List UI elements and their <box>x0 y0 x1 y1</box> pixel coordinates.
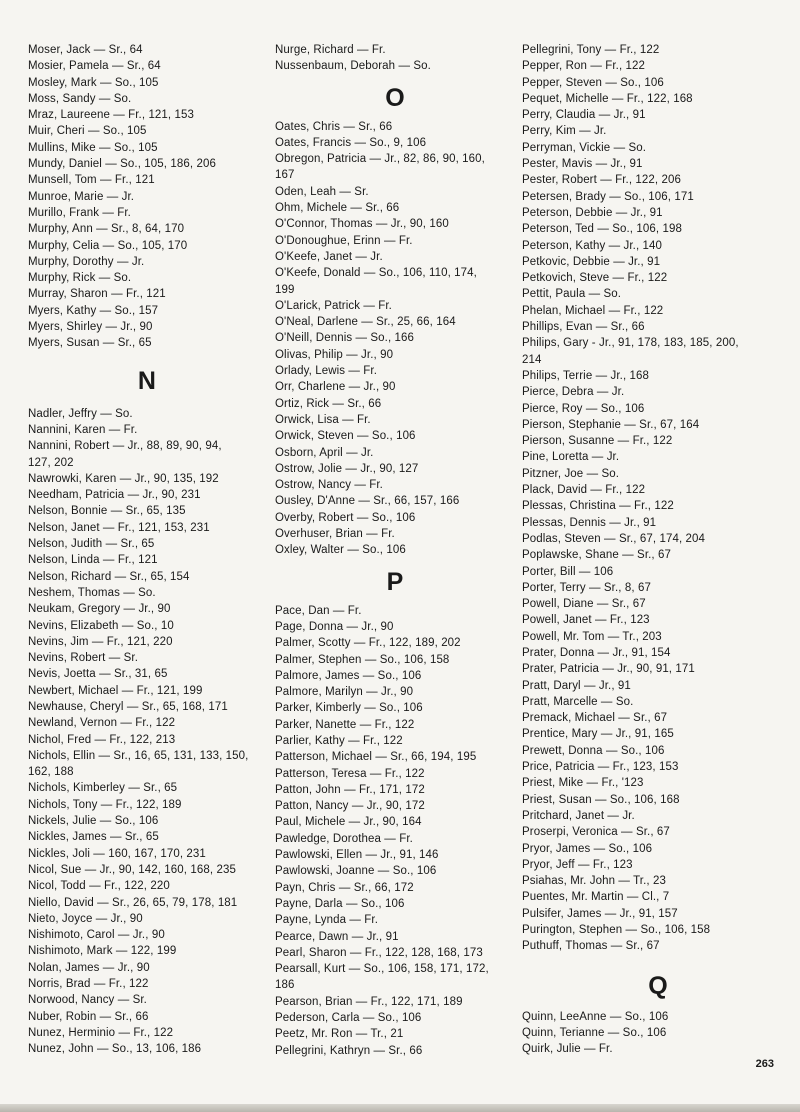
index-entry: Nelson, Richard — Sr., 65, 154 <box>28 570 190 583</box>
section-letter-heading: P <box>386 567 404 596</box>
index-entry: Pitzner, Joe — So. <box>522 467 620 480</box>
index-entry: Patton, John — Fr., 171, 172 <box>275 783 425 796</box>
index-entry: Oxley, Walter — So., 106 <box>275 544 406 557</box>
index-entry: Nichols, Tony — Fr., 122, 189 <box>28 798 182 811</box>
index-entry: Nelson, Bonnie — Sr., 65, 135 <box>28 505 186 518</box>
index-entry: Nelson, Judith — Sr., 65 <box>28 538 155 551</box>
index-entry: Myers, Kathy — So., 157 <box>28 304 159 317</box>
index-entry: Oates, Chris — Sr., 66 <box>275 120 393 133</box>
index-entry: Myers, Shirley — Jr., 90 <box>28 321 153 334</box>
index-entry: Obregon, Patricia — Jr., 82, 86, 90, 160, <box>275 153 485 166</box>
index-entry: Nieto, Joyce — Jr., 90 <box>28 912 143 925</box>
index-entry: 167 <box>275 169 295 182</box>
index-entry: Payne, Darla — So., 106 <box>275 897 405 910</box>
index-entry: O'Donoughue, Erinn — Fr. <box>275 234 413 247</box>
index-entry: Moss, Sandy — So. <box>28 92 132 105</box>
page-number: 263 <box>755 1058 774 1070</box>
index-entry: O'Neal, Darlene — Sr., 25, 66, 164 <box>275 316 456 329</box>
index-entry: Pulsifer, James — Jr., 91, 157 <box>522 907 678 920</box>
index-entry: 214 <box>522 353 542 366</box>
index-entry: Priest, Susan — So., 106, 168 <box>522 793 680 806</box>
index-entry: O'Keefe, Donald — So., 106, 110, 174, <box>275 267 477 280</box>
index-entry: Pierson, Stephanie — Sr., 67, 164 <box>522 418 700 431</box>
index-entry: Niello, David — Sr., 26, 65, 79, 178, 181 <box>28 896 238 909</box>
index-entry: Nickles, James — Sr., 65 <box>28 831 159 844</box>
index-entry: Nussenbaum, Deborah — So. <box>275 60 431 73</box>
index-entry: O'Larick, Patrick — Fr. <box>275 299 392 312</box>
index-entry: Nichols, Ellin — Sr., 16, 65, 131, 133, 150, <box>28 749 249 762</box>
index-entry: Nichol, Fred — Fr., 122, 213 <box>28 733 176 746</box>
index-entry: Nannini, Robert — Jr., 88, 89, 90, 94, <box>28 440 222 453</box>
index-entry: Page, Donna — Jr., 90 <box>275 620 394 633</box>
index-entry: Prewett, Donna — So., 106 <box>522 744 665 757</box>
index-entry: Quinn, Terianne — So., 106 <box>522 1026 667 1039</box>
index-entry: Psiahas, Mr. John — Tr., 23 <box>522 875 666 888</box>
index-entry: Prentice, Mary — Jr., 91, 165 <box>522 728 674 741</box>
index-entry: Quirk, Julie — Fr. <box>522 1043 613 1056</box>
index-entry: Norwood, Nancy — Sr. <box>28 994 147 1007</box>
index-entry: Philips, Gary - Jr., 91, 178, 183, 185, 200, <box>522 337 739 350</box>
index-entry: Pawledge, Dorothea — Fr. <box>275 832 413 845</box>
index-entry: Munroe, Marie — Jr. <box>28 190 135 203</box>
index-entry: Murillo, Frank — Fr. <box>28 206 131 219</box>
index-entry: Nolan, James — Jr., 90 <box>28 961 150 974</box>
scan-bottom-edge <box>0 1104 800 1112</box>
index-entry: Nevins, Robert — Sr. <box>28 652 139 665</box>
index-entry: Newbert, Michael — Fr., 121, 199 <box>28 684 203 697</box>
index-entry: Muir, Cheri — So., 105 <box>28 125 147 138</box>
index-entry: 127, 202 <box>28 456 74 469</box>
index-entry: Petkovic, Debbie — Jr., 91 <box>522 255 661 268</box>
index-entry: Parker, Nanette — Fr., 122 <box>275 718 415 731</box>
index-column-2 <box>275 42 515 1059</box>
index-entry: Petkovich, Steve — Fr., 122 <box>522 272 668 285</box>
index-entry: Paul, Michele — Jr., 90, 164 <box>275 816 422 829</box>
index-entry: Osborn, April — Jr. <box>275 446 374 459</box>
index-entry: Newland, Vernon — Fr., 122 <box>28 717 176 730</box>
index-entry: Nickels, Julie — So., 106 <box>28 815 159 828</box>
index-column-1 <box>28 42 266 1058</box>
index-entry: Price, Patricia — Fr., 123, 153 <box>522 761 679 774</box>
index-entry: Oden, Leah — Sr. <box>275 185 369 198</box>
index-entry: Payn, Chris — Sr., 66, 172 <box>275 881 414 894</box>
index-entry: O'Connor, Thomas — Jr., 90, 160 <box>275 218 449 231</box>
index-entry: Porter, Bill — 106 <box>522 565 614 578</box>
index-entry: Murphy, Celia — So., 105, 170 <box>28 239 188 252</box>
index-entry: Patterson, Teresa — Fr., 122 <box>275 767 425 780</box>
index-entry: Pearl, Sharon — Fr., 122, 128, 168, 173 <box>275 946 483 959</box>
index-entry: Nelson, Linda — Fr., 121 <box>28 554 158 567</box>
index-entry: Ostrow, Nancy — Fr. <box>275 479 383 492</box>
index-entry: Orlady, Lewis — Fr. <box>275 365 378 378</box>
index-entry: Pine, Loretta — Jr. <box>522 451 620 464</box>
index-entry: Puentes, Mr. Martin — Cl., 7 <box>522 891 670 904</box>
index-entry: Nichols, Kimberley — Sr., 65 <box>28 782 178 795</box>
index-entry: Perry, Kim — Jr. <box>522 125 607 138</box>
index-entry: Pester, Robert — Fr., 122, 206 <box>522 174 681 187</box>
index-entry: O'Neill, Dennis — So., 166 <box>275 332 415 345</box>
index-entry: Norris, Brad — Fr., 122 <box>28 978 149 991</box>
section-letter-heading: N <box>137 366 157 395</box>
index-entry: Oates, Francis — So., 9, 106 <box>275 136 427 149</box>
index-entry: Pratt, Daryl — Jr., 91 <box>522 679 631 692</box>
index-entry: Mullins, Mike — So., 105 <box>28 141 158 154</box>
index-entry: Ohm, Michele — Sr., 66 <box>275 202 400 215</box>
index-entry: Petersen, Brady — So., 106, 171 <box>522 190 694 203</box>
index-entry: Ostrow, Jolie — Jr., 90, 127 <box>275 462 419 475</box>
index-entry: Olivas, Philip — Jr., 90 <box>275 348 394 361</box>
index-entry: Pepper, Ron — Fr., 122 <box>522 60 646 73</box>
index-entry: Peetz, Mr. Ron — Tr., 21 <box>275 1028 404 1041</box>
index-entry: Ortiz, Rick — Sr., 66 <box>275 397 382 410</box>
index-entry: Pettit, Paula — So. <box>522 288 622 301</box>
index-entry: Pace, Dan — Fr. <box>275 604 362 617</box>
index-entry: Orwick, Steven — So., 106 <box>275 430 416 443</box>
index-entry: Pederson, Carla — So., 106 <box>275 1012 422 1025</box>
index-entry: Moser, Jack — Sr., 64 <box>28 44 143 56</box>
index-entry: Phelan, Michael — Fr., 122 <box>522 304 664 317</box>
index-entry: Nunez, Herminio — Fr., 122 <box>28 1026 174 1039</box>
index-entry: Palmore, James — So., 106 <box>275 669 422 682</box>
index-entry: Plack, David — Fr., 122 <box>522 484 646 497</box>
index-entry: Needham, Patricia — Jr., 90, 231 <box>28 489 201 502</box>
index-entry: Nurge, Richard — Fr. <box>275 44 386 56</box>
index-entry: Pritchard, Janet — Jr. <box>522 809 635 822</box>
index-entry: Phillips, Evan — Sr., 66 <box>522 321 645 334</box>
index-entry: Pratt, Marcelle — So. <box>522 695 634 708</box>
index-entry: Nicol, Todd — Fr., 122, 220 <box>28 880 170 893</box>
index-entry: Murray, Sharon — Fr., 121 <box>28 288 166 301</box>
index-entry: Pellegrini, Tony — Fr., 122 <box>522 44 660 56</box>
index-entry: Pester, Mavis — Jr., 91 <box>522 158 643 171</box>
index-entry: Philips, Terrie — Jr., 168 <box>522 369 650 382</box>
index-entry: Parker, Kimberly — So., 106 <box>275 702 423 715</box>
index-entry: Peterson, Debbie — Jr., 91 <box>522 206 663 219</box>
index-entry: Pawlowski, Joanne — So., 106 <box>275 865 437 878</box>
index-entry: Ousley, D'Anne — Sr., 66, 157, 166 <box>275 495 460 508</box>
index-entry: 186 <box>275 979 295 992</box>
index-entry: Patton, Nancy — Jr., 90, 172 <box>275 800 425 813</box>
index-entry: Patterson, Michael — Sr., 66, 194, 195 <box>275 751 477 764</box>
index-entry: Pryor, Jeff — Fr., 123 <box>522 858 633 871</box>
index-entry: Powell, Janet — Fr., 123 <box>522 614 650 627</box>
index-entry: Nishimoto, Mark — 122, 199 <box>28 945 177 958</box>
index-entry: Munsell, Tom — Fr., 121 <box>28 174 155 187</box>
index-entry: Murphy, Dorothy — Jr. <box>28 255 145 268</box>
index-entry: Quinn, LeeAnne — So., 106 <box>522 1010 669 1023</box>
index-entry: Murphy, Rick — So. <box>28 272 132 285</box>
index-entry: Nicol, Sue — Jr., 90, 142, 160, 168, 235 <box>28 863 236 876</box>
index-entry: Neshem, Thomas — So. <box>28 586 156 599</box>
index-entry: Nadler, Jeffry — So. <box>28 407 133 420</box>
index-entry: Myers, Susan — Sr., 65 <box>28 337 152 350</box>
index-entry: Nunez, John — So., 13, 106, 186 <box>28 1043 202 1056</box>
index-entry: Overby, Robert — So., 106 <box>275 511 416 524</box>
index-entry: 162, 188 <box>28 766 74 779</box>
index-entry: Nawrowki, Karen — Jr., 90, 135, 192 <box>28 472 219 485</box>
index-entry: Palmer, Stephen — So., 106, 158 <box>275 653 450 666</box>
section-letter-heading: O <box>385 83 405 112</box>
index-entry: Overhuser, Brian — Fr. <box>275 528 395 541</box>
index-entry: Pawlowski, Ellen — Jr., 91, 146 <box>275 849 439 862</box>
index-entry: Neukam, Gregory — Jr., 90 <box>28 603 171 616</box>
index-entry: Prater, Patricia — Jr., 90, 91, 171 <box>522 663 695 676</box>
index-entry: Murphy, Ann — Sr., 8, 64, 170 <box>28 223 185 236</box>
section-letter-heading: Q <box>648 971 668 1000</box>
index-entry: Plessas, Dennis — Jr., 91 <box>522 516 657 529</box>
index-column-3 <box>522 42 794 1058</box>
index-entry: Pepper, Steven — So., 106 <box>522 76 664 89</box>
index-entry: Nannini, Karen — Fr. <box>28 423 138 436</box>
index-entry: Powell, Diane — Sr., 67 <box>522 598 646 611</box>
index-entry: Nishimoto, Carol — Jr., 90 <box>28 929 165 942</box>
index-entry: Proserpi, Veronica — Sr., 67 <box>522 826 670 839</box>
index-entry: Mosley, Mark — So., 105 <box>28 76 159 89</box>
index-entry: Purington, Stephen — So., 106, 158 <box>522 924 711 937</box>
index-entry: Parlier, Kathy — Fr., 122 <box>275 734 403 747</box>
index-entry: Newhause, Cheryl — Sr., 65, 168, 171 <box>28 700 228 713</box>
index-entry: Orwick, Lisa — Fr. <box>275 413 371 426</box>
index-entry: Palmore, Marilyn — Jr., 90 <box>275 686 414 699</box>
index-entry: Pierce, Roy — So., 106 <box>522 402 645 415</box>
index-entry: Perry, Claudia — Jr., 91 <box>522 109 646 122</box>
index-entry: Perryman, Vickie — So. <box>522 141 647 154</box>
index-entry: Puthuff, Thomas — Sr., 67 <box>522 940 660 953</box>
index-entry: Mundy, Daniel — So., 105, 186, 206 <box>28 158 216 171</box>
index-entry: Prater, Donna — Jr., 91, 154 <box>522 646 671 659</box>
index-entry: Pryor, James — So., 106 <box>522 842 653 855</box>
index-entry: Plessas, Christina — Fr., 122 <box>522 500 674 513</box>
index-entry: Nevins, Jim — Fr., 121, 220 <box>28 635 173 648</box>
index-entry: Pearson, Brian — Fr., 122, 171, 189 <box>275 995 463 1008</box>
index-entry: Nuber, Robin — Sr., 66 <box>28 1010 149 1023</box>
index-entry: Nelson, Janet — Fr., 121, 153, 231 <box>28 521 210 534</box>
index-entry: Nevins, Elizabeth — So., 10 <box>28 619 174 632</box>
index-entry: Pierce, Debra — Jr. <box>522 386 625 399</box>
index-entry: Payne, Lynda — Fr. <box>275 914 379 927</box>
index-entry: Nickles, Joli — 160, 167, 170, 231 <box>28 847 206 860</box>
index-entry: Mraz, Laureene — Fr., 121, 153 <box>28 109 195 122</box>
index-entry: Priest, Mike — Fr., '123 <box>522 777 644 790</box>
index-entry: Premack, Michael — Sr., 67 <box>522 712 668 725</box>
index-entry: Mosier, Pamela — Sr., 64 <box>28 60 161 73</box>
index-entry: Pearce, Dawn — Jr., 91 <box>275 930 399 943</box>
index-entry: Peterson, Ted — So., 106, 198 <box>522 223 682 236</box>
index-entry: Podlas, Steven — Sr., 67, 174, 204 <box>522 532 706 545</box>
index-entry: Pellegrini, Kathryn — Sr., 66 <box>275 1044 423 1057</box>
index-entry: Powell, Mr. Tom — Tr., 203 <box>522 630 662 643</box>
index-entry: Porter, Terry — Sr., 8, 67 <box>522 581 651 594</box>
index-entry: Poplawske, Shane — Sr., 67 <box>522 549 671 562</box>
index-entry: Nevis, Joetta — Sr., 31, 65 <box>28 668 168 681</box>
index-entry: Pequet, Michelle — Fr., 122, 168 <box>522 92 693 105</box>
index-entry: 199 <box>275 283 295 296</box>
index-entry: Peterson, Kathy — Jr., 140 <box>522 239 663 252</box>
index-entry: Palmer, Scotty — Fr., 122, 189, 202 <box>275 637 461 650</box>
index-entry: Orr, Charlene — Jr., 90 <box>275 381 396 394</box>
index-entry: O'Keefe, Janet — Jr. <box>275 250 383 263</box>
index-entry: Pearsall, Kurt — So., 106, 158, 171, 172, <box>275 963 489 976</box>
index-entry: Pierson, Susanne — Fr., 122 <box>522 435 673 448</box>
